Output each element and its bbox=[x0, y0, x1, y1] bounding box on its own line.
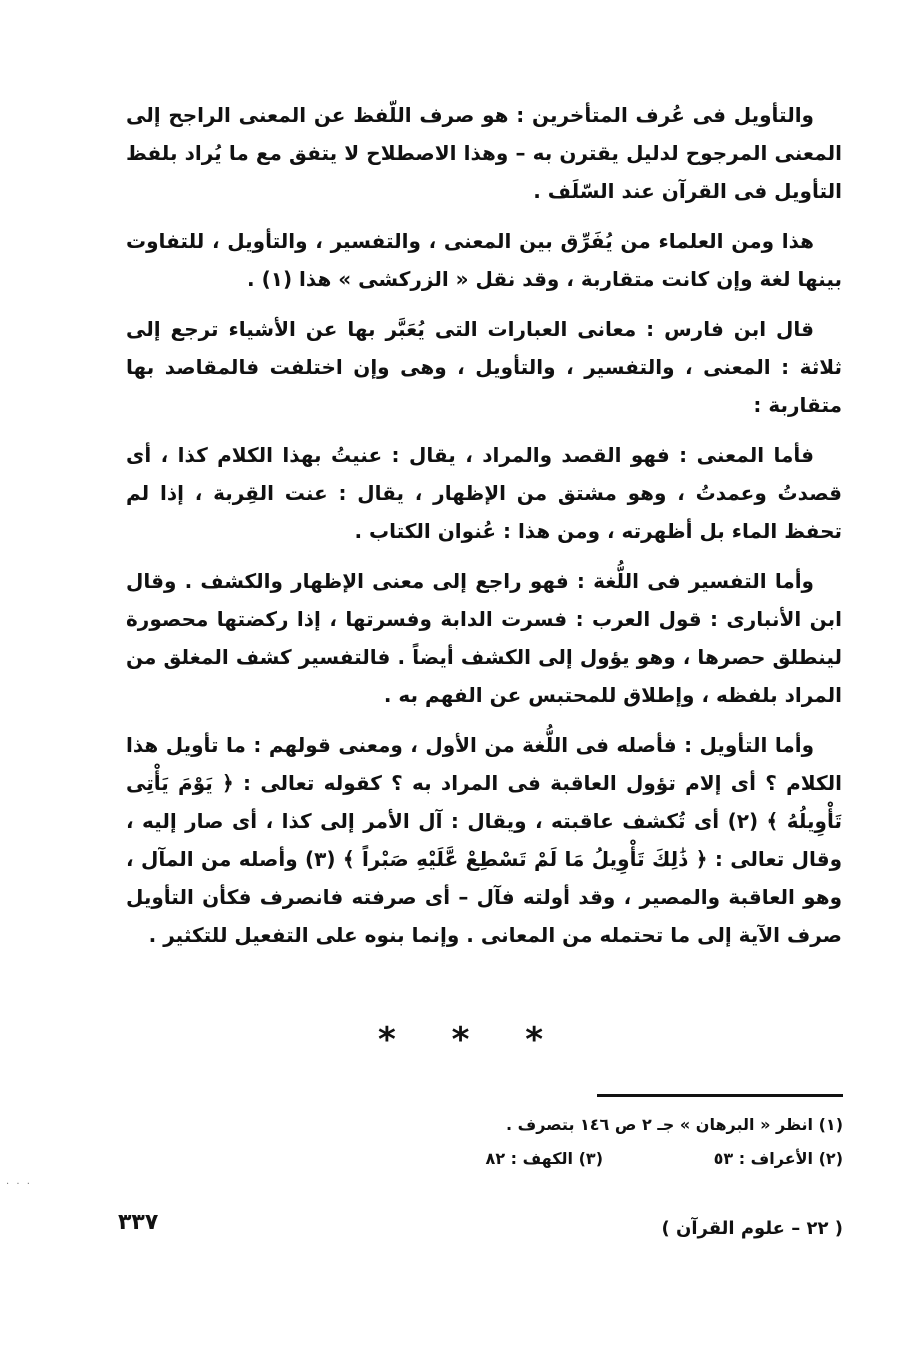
footnote-3: (٣) الكهف : ٨٢ bbox=[485, 1149, 603, 1168]
edge-marks: . . . bbox=[6, 1176, 32, 1187]
separator-star: * bbox=[451, 1020, 470, 1060]
paragraph-4: فأما المعنى : فهو القصد والمراد ، يقال : عنيتُ بهذا الكلام كذا ، أى قصدتُ وعمدتُ ، وهو مشتق من الإظهار ، يقال : عنت القِربة ، إذا لم تحفظ الماء بل أظهرته ، ومن هذا : عُنوان الكتاب . bbox=[126, 443, 842, 543]
footnote-row bbox=[300, 1108, 843, 1142]
footnote-divider bbox=[597, 1094, 843, 1097]
page-footer bbox=[118, 1210, 843, 1250]
footnote-2: (٢) الأعراف : ٥٣ bbox=[713, 1149, 843, 1168]
page-number: ٣٣٧ bbox=[118, 1210, 159, 1235]
footnotes bbox=[300, 1108, 843, 1176]
main-text bbox=[126, 96, 842, 966]
paragraph-2: هذا ومن العلماء من يُفَرِّق بين المعنى ، والتفسير ، والتأويل ، للتفاوت بينها لغة وإن كانت متقاربة ، وقد نقل « الزركشى » هذا (١) . bbox=[126, 229, 842, 291]
section-separator bbox=[0, 1020, 921, 1060]
paragraph-5: وأما التفسير فى اللُّغة : فهو راجع إلى معنى الإظهار والكشف . وقال ابن الأنبارى : قول العرب : فسرت الدابة وفسرتها ، إذا ركضتها محصورة لينطلق حصرها ، وهو يؤول إلى الكشف أيضاً . فالتفسير كشف المغلق من المراد بلفظه ، وإطلاق للمحتبس عن الفهم به . bbox=[126, 569, 842, 707]
paragraph-3: قال ابن فارس : معانى العبارات التى يُعَبَّر بها عن الأشياء ترجع إلى ثلاثة : المعنى ، والتفسير ، والتأويل ، وهى وإن اختلفت فالمقاصد بها متقاربة : bbox=[126, 317, 842, 417]
paragraph-6: وأما التأويل : فأصله فى اللُّغة من الأول ، ومعنى قولهم : ما تأويل هذا الكلام ؟ أى إلام تؤول العاقبة فى المراد به ؟ كقوله تعالى : ﴿ يَوْمَ يَأْتِى تَأْوِيلُهُ ﴾ (٢) أى تُكشف عاقبته ، ويقال : آل الأمر إلى كذا ، أى صار إليه ، وقال تعالى : ﴿ ذَٰلِكَ تَأْوِيلُ مَا لَمْ تَسْطِعْ عَّلَيْهِ صَبْراً ﴾ (٣) وأصله من المآل ، وهو العاقبة والمصير ، وقد أولته فآل – أى صرفته فانصرف فكأن التأويل صرف الآية إلى ما تحتمله من المعانى . وإنما بنوه على التفعيل للتكثير . bbox=[126, 733, 843, 947]
separator-star: * bbox=[377, 1020, 396, 1060]
separator-star: * bbox=[525, 1020, 544, 1060]
paragraph-1: والتأويل فى عُرف المتأخرين : هو صرف اللّفظ عن المعنى الراجح إلى المعنى المرجوح لدليل يقترن به – وهذا الاصطلاح لا يتفق مع ما يُراد بلفظ التأويل فى القرآن عند السّلَف . bbox=[126, 103, 842, 203]
footnote-row bbox=[300, 1142, 843, 1176]
running-footer: ( ٢٢ – علوم القرآن ) bbox=[661, 1218, 843, 1239]
footnote-1: (١) انظر « البرهان » جـ ٢ ص ١٤٦ بتصرف . bbox=[505, 1115, 843, 1134]
